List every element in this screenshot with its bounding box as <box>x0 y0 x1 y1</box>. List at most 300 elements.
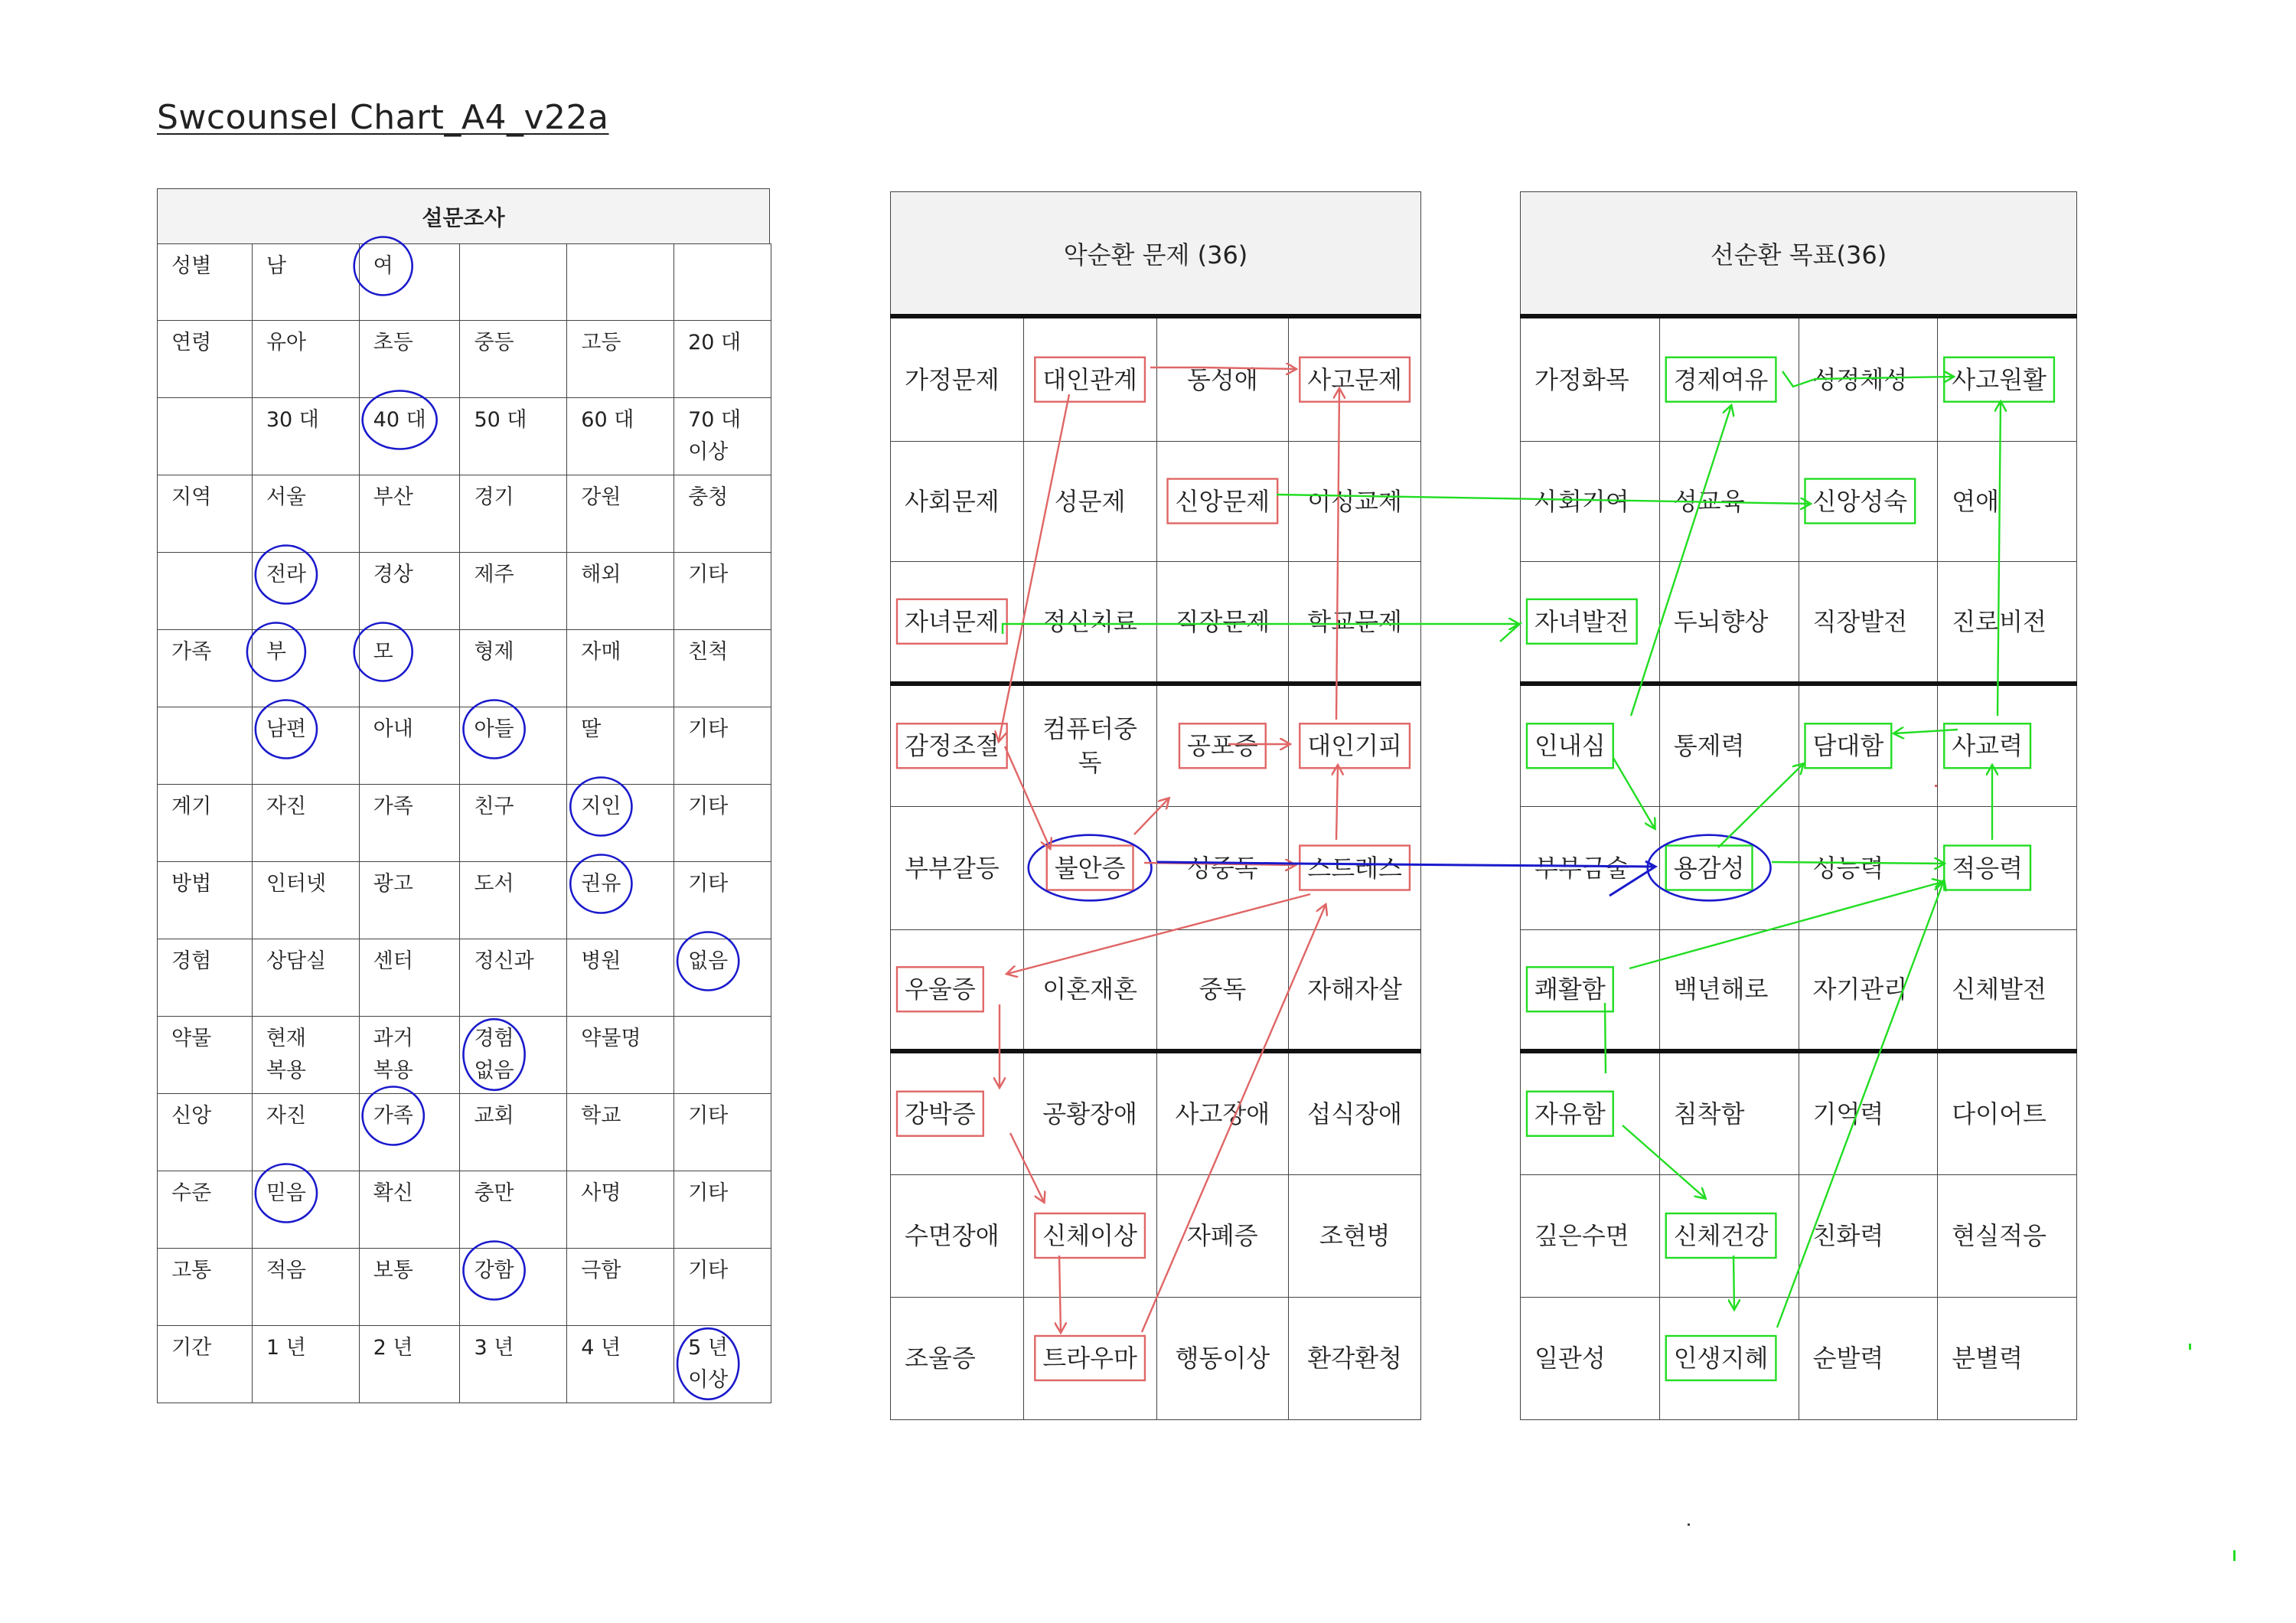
survey-option-label: 확신 <box>373 1181 413 1205</box>
vicious-cell <box>891 929 1024 1051</box>
survey-option-label: 여 <box>373 254 393 278</box>
survey-option-label: 기타 <box>688 1104 729 1128</box>
vicious-row <box>891 929 1421 1051</box>
survey-option-label: 가족 <box>373 1104 413 1128</box>
survey-option <box>359 1249 460 1326</box>
virtuous-cell-label: 적응력 <box>1952 853 2023 883</box>
survey-option-label: 70 대 이상 <box>688 408 742 464</box>
survey-option-label: 30 대 <box>266 408 319 432</box>
virtuous-row <box>1521 1051 2077 1174</box>
survey-row <box>158 475 771 553</box>
virtuous-cell-label: 자녀발전 <box>1534 606 1629 636</box>
virtuous-cell <box>1659 441 1799 561</box>
survey-option <box>252 630 359 707</box>
survey-option <box>567 1017 674 1094</box>
vicious-row <box>891 316 1421 441</box>
virtuous-cell <box>1521 441 1660 561</box>
virtuous-cell-label: 인내심 <box>1534 731 1606 761</box>
survey-option <box>567 321 674 398</box>
virtuous-row <box>1521 561 2077 684</box>
survey-option-label: 전라 <box>266 563 306 586</box>
survey-category: 고통 <box>158 1249 253 1326</box>
virtuous-cell <box>1659 1174 1799 1297</box>
virtuous-cell-label: 부부금술 <box>1534 853 1629 883</box>
survey-row <box>158 785 771 862</box>
vicious-cell-label: 우울증 <box>905 975 976 1004</box>
survey-option-label: 20 대 <box>688 331 742 354</box>
survey-option <box>252 785 359 862</box>
vicious-cell <box>1023 441 1156 561</box>
survey-option <box>674 1326 771 1403</box>
vicious-cell-label: 성문제 <box>1054 486 1126 516</box>
virtuous-cell-label: 통제력 <box>1673 731 1745 761</box>
survey-option-label: 남 <box>266 254 286 278</box>
virtuous-cell-label: 진로비전 <box>1952 606 2047 636</box>
virtuous-cycle-panel <box>1520 191 2077 1410</box>
survey-option-label: 제주 <box>474 563 514 586</box>
virtuous-row <box>1521 1174 2077 1297</box>
virtuous-cell-label: 사고원활 <box>1952 364 2047 394</box>
survey-category <box>158 553 253 630</box>
survey-option <box>674 244 771 321</box>
survey-option-label: 경기 <box>474 485 514 509</box>
vicious-cell-label: 신체이상 <box>1042 1221 1137 1250</box>
vicious-cell-label: 섭식장애 <box>1307 1099 1402 1128</box>
vicious-cell <box>1156 1174 1289 1297</box>
virtuous-cell <box>1799 806 1938 929</box>
virtuous-cell <box>1659 561 1799 684</box>
survey-option-label: 기타 <box>688 563 729 586</box>
virtuous-cell-label: 연애 <box>1952 486 2000 516</box>
survey-option-label: 남편 <box>266 717 306 741</box>
virtuous-cell <box>1799 316 1938 441</box>
survey-option <box>460 244 567 321</box>
vicious-cell-label: 동성애 <box>1186 364 1258 394</box>
vicious-cell-label: 학교문제 <box>1307 606 1402 636</box>
vicious-cell-label: 자녀문제 <box>905 606 1000 636</box>
virtuous-grid <box>1520 314 2077 1420</box>
survey-option <box>674 475 771 553</box>
virtuous-cell <box>1938 684 2077 806</box>
virtuous-cell-label: 두뇌향상 <box>1673 606 1769 636</box>
vicious-cell-label: 중독 <box>1199 975 1247 1004</box>
survey-option <box>460 553 567 630</box>
survey-option <box>359 475 460 553</box>
vicious-grid <box>890 314 1421 1420</box>
virtuous-cell-label: 다이어트 <box>1952 1099 2047 1128</box>
survey-option-label: 4 년 <box>581 1336 621 1360</box>
virtuous-cell-label: 일관성 <box>1534 1344 1606 1373</box>
survey-option <box>674 630 771 707</box>
survey-category: 신앙 <box>158 1094 253 1171</box>
virtuous-cell <box>1521 1051 1660 1174</box>
survey-category: 방법 <box>158 862 253 939</box>
virtuous-cell-label: 신앙성숙 <box>1812 486 1908 516</box>
survey-option-label: 기타 <box>688 795 729 818</box>
vicious-cell-label: 사회문제 <box>905 486 1000 516</box>
survey-row <box>158 553 771 630</box>
survey-option <box>252 553 359 630</box>
survey-category: 연령 <box>158 321 253 398</box>
virtuous-row <box>1521 929 2077 1051</box>
survey-category: 계기 <box>158 785 253 862</box>
vicious-row <box>891 1051 1421 1174</box>
vicious-cell <box>891 1174 1024 1297</box>
virtuous-cell <box>1799 1051 1938 1174</box>
survey-category <box>158 707 253 785</box>
survey-category <box>158 398 253 475</box>
vicious-cell <box>891 441 1024 561</box>
virtuous-row <box>1521 316 2077 441</box>
survey-option <box>567 862 674 939</box>
virtuous-cell-label: 쾌활함 <box>1534 975 1606 1004</box>
vicious-cell-label: 조현병 <box>1319 1221 1391 1250</box>
virtuous-cell-label: 신체건강 <box>1673 1221 1769 1250</box>
vicious-row <box>891 684 1421 806</box>
survey-option-label: 약물명 <box>581 1027 641 1050</box>
virtuous-cell <box>1799 1174 1938 1297</box>
vicious-row <box>891 1297 1421 1419</box>
vicious-cell-label: 부부갈등 <box>905 853 1000 883</box>
survey-option <box>674 398 771 475</box>
survey-option-label: 자매 <box>581 640 621 664</box>
survey-option-label: 아내 <box>373 717 413 741</box>
vicious-cycle-panel <box>890 191 1421 1409</box>
speck <box>2233 1550 2236 1561</box>
virtuous-cell-label: 성능력 <box>1812 853 1884 883</box>
survey-option <box>674 1249 771 1326</box>
survey-table <box>157 188 771 1407</box>
survey-option-label: 사명 <box>581 1181 621 1205</box>
vicious-cell-label: 정신치료 <box>1042 606 1137 636</box>
vicious-cell <box>1156 561 1289 684</box>
survey-option-label: 딸 <box>581 717 602 741</box>
survey-option-label: 기타 <box>688 1259 729 1282</box>
vicious-cell-label: 자해자살 <box>1307 975 1402 1004</box>
survey-option <box>460 785 567 862</box>
virtuous-cell <box>1799 684 1938 806</box>
vicious-cell-label: 성중독 <box>1186 853 1258 883</box>
survey-option <box>359 630 460 707</box>
survey-option-label: 기타 <box>688 872 729 896</box>
survey-option <box>359 398 460 475</box>
survey-option-label: 경험 없음 <box>474 1027 514 1083</box>
vicious-cell-label: 사고장애 <box>1175 1099 1270 1128</box>
virtuous-cell-label: 신체발전 <box>1952 975 2047 1004</box>
survey-option-label: 3 년 <box>474 1336 514 1360</box>
vicious-cell-label: 스트레스 <box>1307 853 1402 883</box>
virtuous-cell-label: 친화력 <box>1812 1221 1884 1250</box>
virtuous-cell <box>1799 561 1938 684</box>
survey-option <box>359 321 460 398</box>
survey-option-label: 상담실 <box>266 949 327 973</box>
survey-option-label: 과거 복용 <box>373 1027 413 1083</box>
survey-row <box>158 398 771 475</box>
vicious-cell <box>1289 1051 1421 1174</box>
vicious-cell <box>1023 316 1156 441</box>
vicious-cell-label: 사고문제 <box>1307 364 1402 394</box>
vicious-cell-label: 수면장애 <box>905 1221 1000 1250</box>
survey-category: 지역 <box>158 475 253 553</box>
survey-option <box>674 1017 771 1094</box>
virtuous-cell-label: 깊은수면 <box>1534 1221 1629 1250</box>
vicious-row <box>891 561 1421 684</box>
virtuous-cell-label: 사교력 <box>1952 731 2023 761</box>
vicious-cell-label: 감정조절 <box>905 731 1000 761</box>
survey-option <box>460 475 567 553</box>
survey-option-label: 모 <box>373 640 393 664</box>
survey-option <box>460 1017 567 1094</box>
vicious-cell-label: 대인관계 <box>1042 364 1137 394</box>
vicious-cell-label: 행동이상 <box>1175 1344 1270 1373</box>
vicious-cell <box>891 316 1024 441</box>
survey-option-label: 없음 <box>688 949 729 973</box>
vicious-cell <box>891 806 1024 929</box>
virtuous-cell <box>1521 1174 1660 1297</box>
survey-option <box>359 785 460 862</box>
virtuous-cell-label: 담대함 <box>1812 731 1884 761</box>
virtuous-cell-label: 순발력 <box>1812 1344 1884 1373</box>
survey-option-label: 광고 <box>373 872 413 896</box>
virtuous-cell <box>1938 1174 2077 1297</box>
survey-option-label: 고등 <box>581 331 621 354</box>
virtuous-cell <box>1521 1297 1660 1419</box>
survey-option-label: 적음 <box>266 1259 306 1282</box>
survey-option-label: 5 년 이상 <box>688 1336 729 1392</box>
virtuous-cell <box>1659 929 1799 1051</box>
vicious-cell <box>1023 806 1156 929</box>
virtuous-cell <box>1938 929 2077 1051</box>
survey-option <box>252 1326 359 1403</box>
virtuous-cell-label: 현실적응 <box>1952 1221 2047 1250</box>
vicious-cell <box>1156 929 1289 1051</box>
survey-row <box>158 1326 771 1403</box>
survey-category: 기간 <box>158 1326 253 1403</box>
survey-header: 설문조사 <box>157 188 770 243</box>
survey-category: 수준 <box>158 1171 253 1249</box>
survey-option <box>460 707 567 785</box>
survey-row <box>158 1171 771 1249</box>
survey-option-label: 해외 <box>581 563 621 586</box>
vicious-row <box>891 441 1421 561</box>
virtuous-cell-label: 백년해로 <box>1673 975 1769 1004</box>
survey-option <box>567 630 674 707</box>
vicious-cell-label: 신앙문제 <box>1175 486 1270 516</box>
vicious-cell <box>1289 1174 1421 1297</box>
survey-option-label: 인터넷 <box>266 872 327 896</box>
survey-option-label: 극함 <box>581 1259 621 1282</box>
virtuous-cell <box>1938 1297 2077 1419</box>
survey-option-label: 정신과 <box>474 949 534 973</box>
vicious-cell-label: 대인기피 <box>1307 731 1402 761</box>
vicious-cell <box>1023 1297 1156 1419</box>
survey-option <box>567 1249 674 1326</box>
survey-option <box>359 939 460 1017</box>
survey-option-label: 강원 <box>581 485 621 509</box>
survey-option <box>674 321 771 398</box>
survey-option <box>252 1094 359 1171</box>
survey-option-label: 자진 <box>266 795 306 818</box>
survey-category: 성별 <box>158 244 253 321</box>
virtuous-cell <box>1938 1051 2077 1174</box>
speck <box>1935 785 1937 787</box>
vicious-row <box>891 806 1421 929</box>
survey-option <box>252 939 359 1017</box>
vicious-cell <box>1023 684 1156 806</box>
vicious-cell <box>891 1297 1024 1419</box>
virtuous-cell-label: 성정체성 <box>1812 364 1908 394</box>
survey-option <box>359 553 460 630</box>
vicious-cell <box>1289 806 1421 929</box>
vicious-cell-label: 환각환청 <box>1307 1344 1402 1373</box>
survey-option <box>359 1094 460 1171</box>
survey-option-label: 2 년 <box>373 1336 413 1360</box>
vicious-cell-label: 직장문제 <box>1175 606 1270 636</box>
survey-option-label: 강함 <box>474 1259 514 1282</box>
survey-category: 경험 <box>158 939 253 1017</box>
vicious-cell <box>1023 561 1156 684</box>
vicious-cell-label: 트라우마 <box>1042 1344 1137 1373</box>
survey-option <box>252 1017 359 1094</box>
virtuous-row <box>1521 806 2077 929</box>
speck <box>1688 1523 1690 1526</box>
survey-option <box>460 939 567 1017</box>
survey-option-label: 유아 <box>266 331 306 354</box>
speck <box>2189 1344 2191 1350</box>
survey-option <box>460 321 567 398</box>
virtuous-cell <box>1521 684 1660 806</box>
virtuous-cell <box>1659 806 1799 929</box>
survey-option-label: 40 대 <box>373 408 426 432</box>
survey-option <box>460 862 567 939</box>
survey-category: 약물 <box>158 1017 253 1094</box>
vicious-cell-label: 이성교제 <box>1307 486 1402 516</box>
vicious-cell-label: 조울증 <box>905 1344 976 1373</box>
survey-option-label: 1 년 <box>266 1336 306 1360</box>
survey-option <box>567 785 674 862</box>
survey-option-label: 부 <box>266 640 286 664</box>
virtuous-cell <box>1938 316 2077 441</box>
vicious-cell <box>1156 441 1289 561</box>
survey-option <box>460 630 567 707</box>
survey-option <box>359 707 460 785</box>
vicious-cell-label: 공포증 <box>1186 731 1258 761</box>
survey-row <box>158 630 771 707</box>
survey-option <box>460 1326 567 1403</box>
virtuous-row <box>1521 441 2077 561</box>
virtuous-cell-label: 성교육 <box>1673 486 1745 516</box>
vicious-cell <box>1023 1174 1156 1297</box>
survey-option <box>460 1249 567 1326</box>
vicious-cell-label: 불안증 <box>1054 853 1126 883</box>
vicious-cell <box>1156 316 1289 441</box>
survey-option-label: 형제 <box>474 640 514 664</box>
vicious-cell <box>1289 441 1421 561</box>
vicious-cell <box>1289 684 1421 806</box>
virtuous-cell <box>1938 561 2077 684</box>
virtuous-cell <box>1521 561 1660 684</box>
survey-row <box>158 321 771 398</box>
survey-row <box>158 1249 771 1326</box>
survey-option-label: 병원 <box>581 949 621 973</box>
survey-option-label: 학교 <box>581 1104 621 1128</box>
virtuous-cell-label: 가정화목 <box>1534 364 1629 394</box>
survey-option-label: 가족 <box>373 795 413 818</box>
survey-option <box>252 707 359 785</box>
survey-option <box>674 1094 771 1171</box>
link-children-arrowhead <box>1500 622 1521 642</box>
survey-option <box>460 1171 567 1249</box>
survey-option <box>460 1094 567 1171</box>
survey-option-label: 60 대 <box>581 408 634 432</box>
survey-category: 가족 <box>158 630 253 707</box>
survey-option <box>252 321 359 398</box>
vicious-cell <box>1289 929 1421 1051</box>
survey-option-label: 아들 <box>474 717 514 741</box>
survey-option <box>567 475 674 553</box>
survey-option-label: 센터 <box>373 949 413 973</box>
survey-option <box>674 553 771 630</box>
vicious-cell <box>1156 684 1289 806</box>
survey-option <box>674 707 771 785</box>
survey-option-label: 초등 <box>373 331 413 354</box>
virtuous-panel-title: 선순환 목표(36) <box>1520 191 2077 315</box>
survey-option <box>252 1249 359 1326</box>
vicious-cell-label: 이혼재혼 <box>1042 975 1137 1004</box>
vicious-cell <box>1289 316 1421 441</box>
survey-option-label: 경상 <box>373 563 413 586</box>
survey-option <box>674 1171 771 1249</box>
survey-option-label: 보통 <box>373 1259 413 1282</box>
vicious-cell-label: 자폐증 <box>1186 1221 1258 1250</box>
virtuous-cell <box>1659 1297 1799 1419</box>
survey-option <box>359 1171 460 1249</box>
virtuous-cell-label: 침착함 <box>1673 1099 1745 1128</box>
survey-option <box>674 939 771 1017</box>
virtuous-cell-label: 사회기여 <box>1534 486 1629 516</box>
virtuous-row <box>1521 684 2077 806</box>
survey-option <box>567 939 674 1017</box>
survey-option <box>567 1326 674 1403</box>
survey-option-label: 기타 <box>688 1181 729 1205</box>
vicious-cell <box>891 684 1024 806</box>
survey-option-label: 충만 <box>474 1181 514 1205</box>
survey-row <box>158 939 771 1017</box>
survey-option <box>567 553 674 630</box>
page-title: Swcounsel Chart_A4_v22a <box>157 98 609 137</box>
virtuous-cell <box>1799 929 1938 1051</box>
survey-option <box>359 862 460 939</box>
survey-option <box>567 707 674 785</box>
survey-grid <box>157 243 771 1403</box>
vicious-panel-title: 악순환 문제 (36) <box>890 191 1421 315</box>
vicious-cell <box>1023 1051 1156 1174</box>
survey-option <box>567 244 674 321</box>
survey-option-label: 중등 <box>474 331 514 354</box>
survey-option-label: 교회 <box>474 1104 514 1128</box>
survey-option <box>567 398 674 475</box>
virtuous-cell <box>1521 316 1660 441</box>
survey-option-label: 현재 복용 <box>266 1027 306 1083</box>
survey-option <box>252 398 359 475</box>
survey-option-label: 지인 <box>581 795 621 818</box>
survey-row <box>158 1017 771 1094</box>
virtuous-cell <box>1799 1297 1938 1419</box>
vicious-cell-label: 가정문제 <box>905 364 1000 394</box>
vicious-cell-label: 컴퓨터중 독 <box>1042 714 1137 778</box>
vicious-cell <box>1289 1297 1421 1419</box>
virtuous-cell <box>1799 441 1938 561</box>
